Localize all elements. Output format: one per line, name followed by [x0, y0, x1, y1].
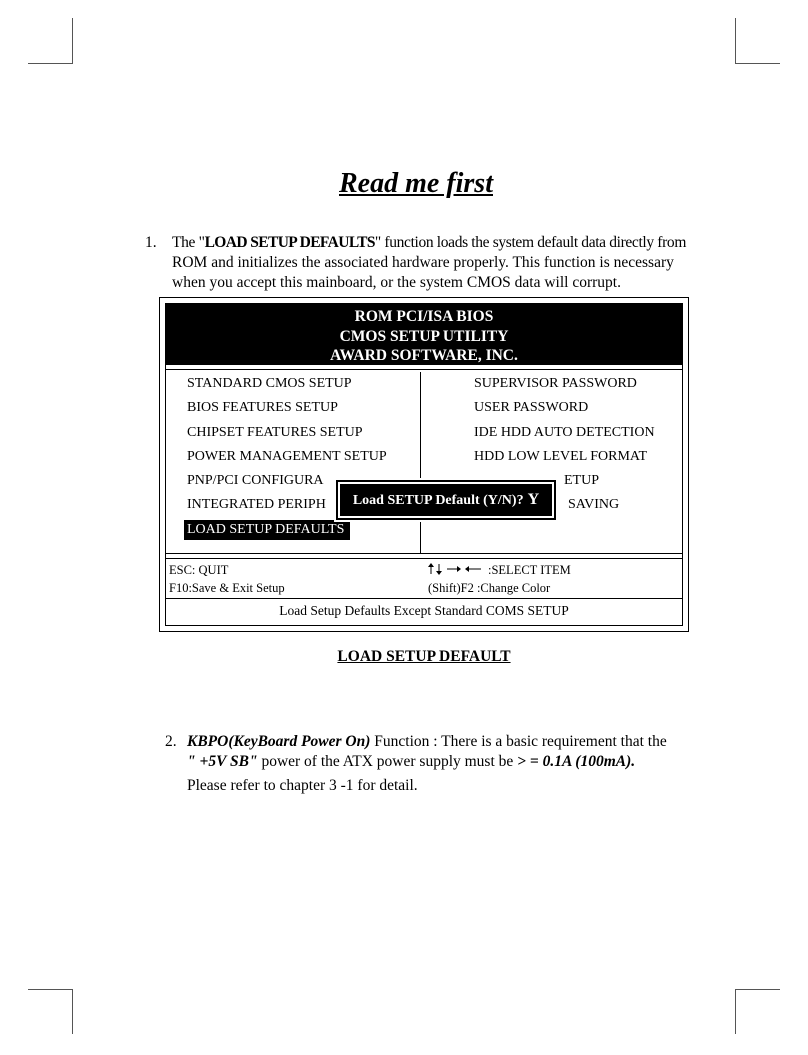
bios-divider-keys-top-1: [166, 553, 682, 554]
crop-mark-top-right-v: [735, 18, 736, 63]
item-2-paragraph: [165, 732, 725, 796]
item-2-number: 2.: [165, 733, 177, 750]
item-2-quote: " +5V SB": [187, 753, 258, 770]
item-1-paragraph: [145, 233, 705, 293]
menu-chipset-features-setup[interactable]: CHIPSET FEATURES SETUP: [187, 425, 363, 440]
item-2-label: KBPO(KeyBoard Power On): [187, 733, 371, 750]
dialog-prompt: Load SETUP Default (Y/N)?: [352, 493, 524, 508]
key-f10-save-exit: F10:Save & Exit Setup: [169, 581, 285, 595]
item-1-line2: ROM and initializes the associated hardware properly. This function is necessary: [172, 254, 674, 271]
item-2-value: > = 0.1A (100mA).: [517, 753, 636, 770]
item-1-emphasis: LOAD SETUP DEFAULTS: [204, 234, 375, 251]
load-defaults-dialog: [334, 478, 558, 522]
bios-header-line-1: ROM PCI/ISA BIOS: [354, 308, 494, 325]
bios-column-divider: [420, 372, 421, 553]
key-shift-f2-change-color: (Shift)F2 :Change Color: [428, 581, 551, 595]
menu-bios-features-setup[interactable]: BIOS FEATURES SETUP: [187, 400, 338, 415]
item-2-line2-mid: power of the ATX power supply must be: [257, 753, 518, 770]
bios-inner-frame: [165, 303, 683, 626]
arrow-keys-icon: [428, 563, 488, 575]
menu-hdd-low-level-format[interactable]: HDD LOW LEVEL FORMAT: [474, 449, 648, 464]
menu-standard-cmos-setup[interactable]: STANDARD CMOS SETUP: [187, 376, 352, 391]
key-select-item-label: :SELECT ITEM: [488, 563, 571, 577]
bios-header-line-3: AWARD SOFTWARE, INC.: [330, 347, 518, 364]
crop-mark-bottom-right-v: [735, 989, 736, 1034]
menu-save-and-exit-setup[interactable]: ETUP: [564, 473, 599, 488]
crop-mark-top-right-h: [735, 63, 780, 64]
bios-header-line-2: CMOS SETUP UTILITY: [339, 327, 509, 345]
bios-screen: [159, 297, 689, 632]
crop-mark-bottom-left-v: [72, 989, 73, 1034]
crop-mark-bottom-left-h: [28, 989, 73, 990]
menu-user-password[interactable]: USER PASSWORD: [474, 400, 589, 415]
item-1-line1-rest: " function loads the system default data directly from: [374, 234, 687, 251]
bios-footer-help: Load Setup Defaults Except Standard COMS SETUP: [279, 603, 569, 618]
key-select-item: [428, 563, 571, 578]
bios-divider-top: [166, 369, 682, 370]
menu-integrated-peripherals[interactable]: INTEGRATED PERIPH: [187, 497, 326, 512]
crop-mark-top-left-v: [72, 18, 73, 63]
menu-power-management-setup[interactable]: POWER MANAGEMENT SETUP: [187, 449, 387, 464]
menu-pnp-pci-configuration[interactable]: PNP/PCI CONFIGURA: [187, 473, 324, 488]
crop-mark-top-left-h: [28, 63, 73, 64]
menu-load-setup-defaults[interactable]: LOAD SETUP DEFAULTS: [184, 520, 350, 540]
bios-divider-keys-top-2: [166, 558, 682, 559]
bios-header: [166, 304, 682, 365]
menu-exit-without-saving[interactable]: SAVING: [568, 497, 620, 512]
key-esc-quit: ESC: QUIT: [169, 563, 229, 577]
crop-mark-bottom-right-h: [735, 989, 780, 990]
item-2-line3: Please refer to chapter 3 -1 for detail.: [187, 777, 418, 794]
menu-ide-hdd-auto-detection[interactable]: IDE HDD AUTO DETECTION: [474, 425, 655, 440]
item-1-line3: when you accept this mainboard, or the system CMOS data will corrupt.: [172, 274, 621, 291]
item-2-line1-rest: Function : There is a basic requirement that the: [370, 733, 667, 750]
item-1-prefix: The ": [172, 234, 205, 251]
item-1-number: 1.: [145, 234, 157, 251]
bios-divider-footer: [166, 598, 682, 599]
page-title: Read me first: [339, 168, 493, 199]
menu-supervisor-password[interactable]: SUPERVISOR PASSWORD: [474, 376, 637, 391]
figure-caption: LOAD SETUP DEFAULT: [337, 648, 511, 665]
dialog-answer[interactable]: Y: [527, 491, 540, 508]
